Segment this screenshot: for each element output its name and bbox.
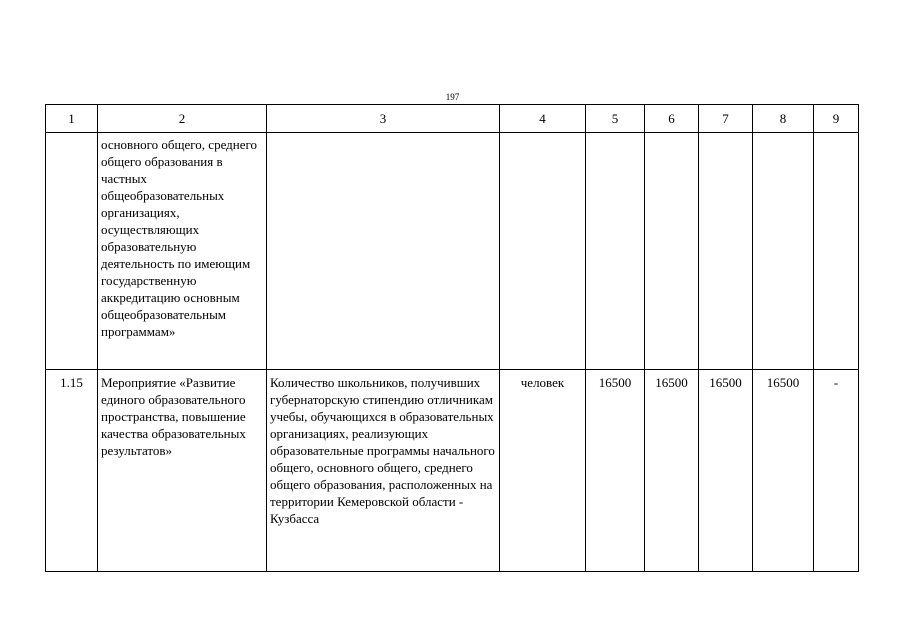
header-cell-3: 3 xyxy=(267,105,500,133)
measure-cell: основного общего, среднего общего образования в частных общеобразовательных организациях, осуществляющих образовательную деятельность по имеющим государственную аккредитацию основным общеобразовательным программам» xyxy=(98,133,267,370)
table-row xyxy=(46,370,859,572)
value-cell-7 xyxy=(699,133,753,370)
value-cell-7: 16500 xyxy=(699,370,753,572)
value-cell-8: 16500 xyxy=(753,370,814,572)
measure-cell: Мероприятие «Развитие единого образовательного пространства, повышение качества образовательных результатов» xyxy=(98,370,267,572)
header-cell-6: 6 xyxy=(645,105,699,133)
value-cell-6 xyxy=(645,133,699,370)
value-cell-8 xyxy=(753,133,814,370)
table-row xyxy=(46,133,859,370)
page-number: 197 xyxy=(445,92,460,102)
indicator-cell xyxy=(267,133,500,370)
header-cell-2: 2 xyxy=(98,105,267,133)
value-cell-9 xyxy=(814,133,859,370)
value-cell-6: 16500 xyxy=(645,370,699,572)
header-cell-8: 8 xyxy=(753,105,814,133)
indicator-cell: Количество школьников, получивших губернаторскую стипендию отличникам учебы, обучающихся в образовательных организациях, реализующих образовательные программы начального общего, основного общего, среднего общего образования, расположенных на территории Кемеровской области - Кузбасса xyxy=(267,370,500,572)
row-number-cell xyxy=(46,133,98,370)
header-cell-5: 5 xyxy=(586,105,645,133)
table-header-row xyxy=(46,105,859,133)
header-cell-7: 7 xyxy=(699,105,753,133)
value-cell-9: - xyxy=(814,370,859,572)
header-cell-1: 1 xyxy=(46,105,98,133)
header-cell-4: 4 xyxy=(500,105,586,133)
unit-cell: человек xyxy=(500,370,586,572)
unit-cell xyxy=(500,133,586,370)
value-cell-5 xyxy=(586,133,645,370)
row-number-cell: 1.15 xyxy=(46,370,98,572)
data-table xyxy=(45,104,859,572)
header-cell-9: 9 xyxy=(814,105,859,133)
value-cell-5: 16500 xyxy=(586,370,645,572)
